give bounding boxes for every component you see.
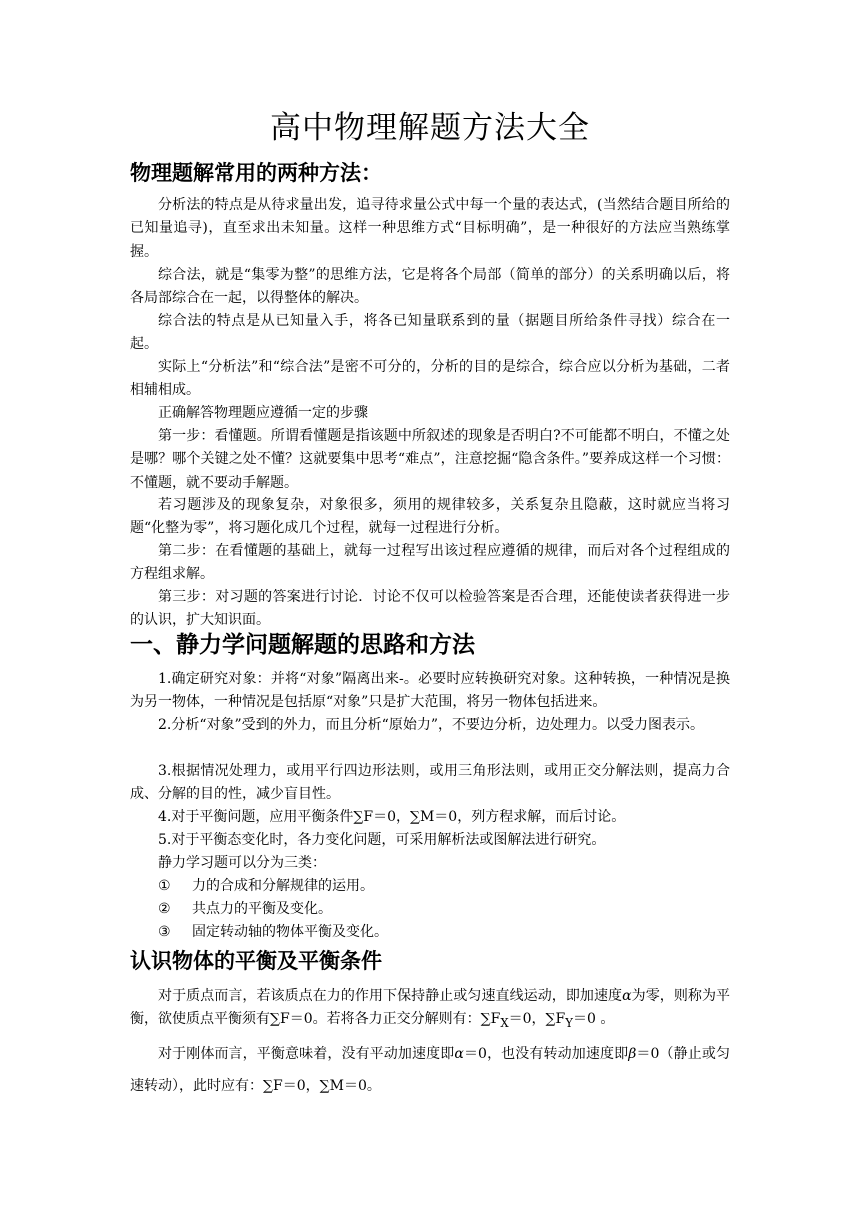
list-item-text: 共点力的平衡及变化。	[192, 901, 332, 917]
beta-symbol: β	[628, 1046, 637, 1062]
paragraph-analysis-method: 分析法的特点是从待求量出发，追寻待求量公式中每一个量的表达式，(当然结合题目所给的已知量追寻)，直至求出未知量。这样一种思维方式“目标明确”，是一种很好的方法应当熟练掌握。	[130, 197, 730, 260]
section-heading-equilibrium: 认识物体的平衡及平衡条件	[130, 949, 382, 973]
list-marker: ①	[158, 878, 171, 894]
paragraph-steps-intro: 正确解答物理题应遵循一定的步骤	[158, 405, 368, 421]
paragraph-synthesis-feature: 综合法的特点是从已知量入手，将各已知量联系到的量（据题目所给条件寻找）综合在一起。	[130, 313, 730, 353]
list-item	[158, 898, 332, 921]
list-marker: ②	[158, 901, 171, 917]
paragraph-rigid-body-equilibrium: 对于刚体而言，平衡意味着，没有平动加速度即α＝0，也没有转动加速度即β＝0（静止或匀速转动），此时应有：∑F＝0，∑M＝0。	[130, 1046, 730, 1094]
document-title: 高中物理解题方法大全	[270, 110, 590, 146]
alpha-symbol: α	[454, 1046, 464, 1062]
list-item	[158, 921, 388, 944]
list-item-text: 力的合成和分解规律的运用。	[192, 878, 374, 894]
paragraph-synthesis-method: 综合法，就是“集零为整”的思维方法，它是将各个局部（简单的部分）的关系明确以后，将各局部综合在一起，以得整体的解决。	[130, 267, 730, 307]
paragraph-statics-categories: 静力学习题可以分为三类：	[158, 855, 326, 871]
paragraph-step-three: 第三步：对习题的答案进行讨论．讨论不仅可以检验答案是否合理，还能使读者获得进一步的认识，扩大知识面。	[130, 589, 730, 629]
paragraph-step-two: 第二步：在看懂题的基础上，就每一过程写出该过程应遵循的规律，而后对各个过程组成的方程组求解。	[130, 543, 730, 583]
paragraph-statics-5: 5.对于平衡态变化时，各力变化问题，可采用解析法或图解法进行研究。	[158, 832, 606, 848]
paragraph-statics-3: 3.根据情况处理力，或用平行四边形法则，或用三角形法则，或用正交分解法则，提高力合成、分解的目的性，减少盲目性。	[130, 763, 730, 803]
list-item-text: 固定转动轴的物体平衡及变化。	[192, 924, 388, 940]
paragraph-particle-equilibrium: 对于质点而言，若该质点在力的作用下保持静止或匀速直线运动，即加速度α为零，则称为平衡，欲使质点平衡须有∑F＝0。若将各力正交分解则有：$\sum F_X=0$，$\sum F_Y=0$ 。	[130, 988, 731, 1031]
list-marker: ③	[158, 924, 171, 940]
subscript-y: Y	[565, 1016, 573, 1031]
paragraph-complex-problem: 若习题涉及的现象复杂，对象很多，须用的规律较多，关系复杂且隐蔽，这时就应当将习题“化整为零”，将习题化成几个过程，就每一过程进行分析。	[130, 497, 730, 537]
paragraph-step-one: 第一步：看懂题。所谓看懂题是指该题中所叙述的现象是否明白?不可能都不明白，不懂之处是哪？哪个关键之处不懂？这就要集中思考“难点”，注意挖掘“隐含条件。”要养成这样一个习惯：不懂题，就不要动手解题。	[130, 428, 730, 491]
alpha-symbol: α	[622, 988, 632, 1004]
section-heading-statics: 一、静力学问题解题的思路和方法	[130, 632, 475, 658]
list-item	[158, 875, 374, 898]
subscript-x: X	[500, 1016, 509, 1031]
paragraph-relation: 实际上“分析法”和“综合法”是密不可分的，分析的目的是综合，综合应以分析为基础，二者相辅相成。	[130, 359, 730, 399]
paragraph-statics-4: 4.对于平衡问题，应用平衡条件∑F＝0，∑M＝0，列方程求解，而后讨论。	[158, 809, 626, 825]
paragraph-statics-1: 1.确定研究对象：并将“对象”隔离出来-。必要时应转换研究对象。这种转换，一种情况是换为另一物体，一种情况是包括原“对象”只是扩大范围，将另一物体包括进来。	[130, 671, 730, 711]
paragraph-statics-2: 2.分析“对象”受到的外力，而且分析“原始力”，不要边分析，边处理力。以受力图表示。	[158, 717, 704, 733]
section-heading-methods: 物理题解常用的两种方法：	[130, 161, 382, 185]
